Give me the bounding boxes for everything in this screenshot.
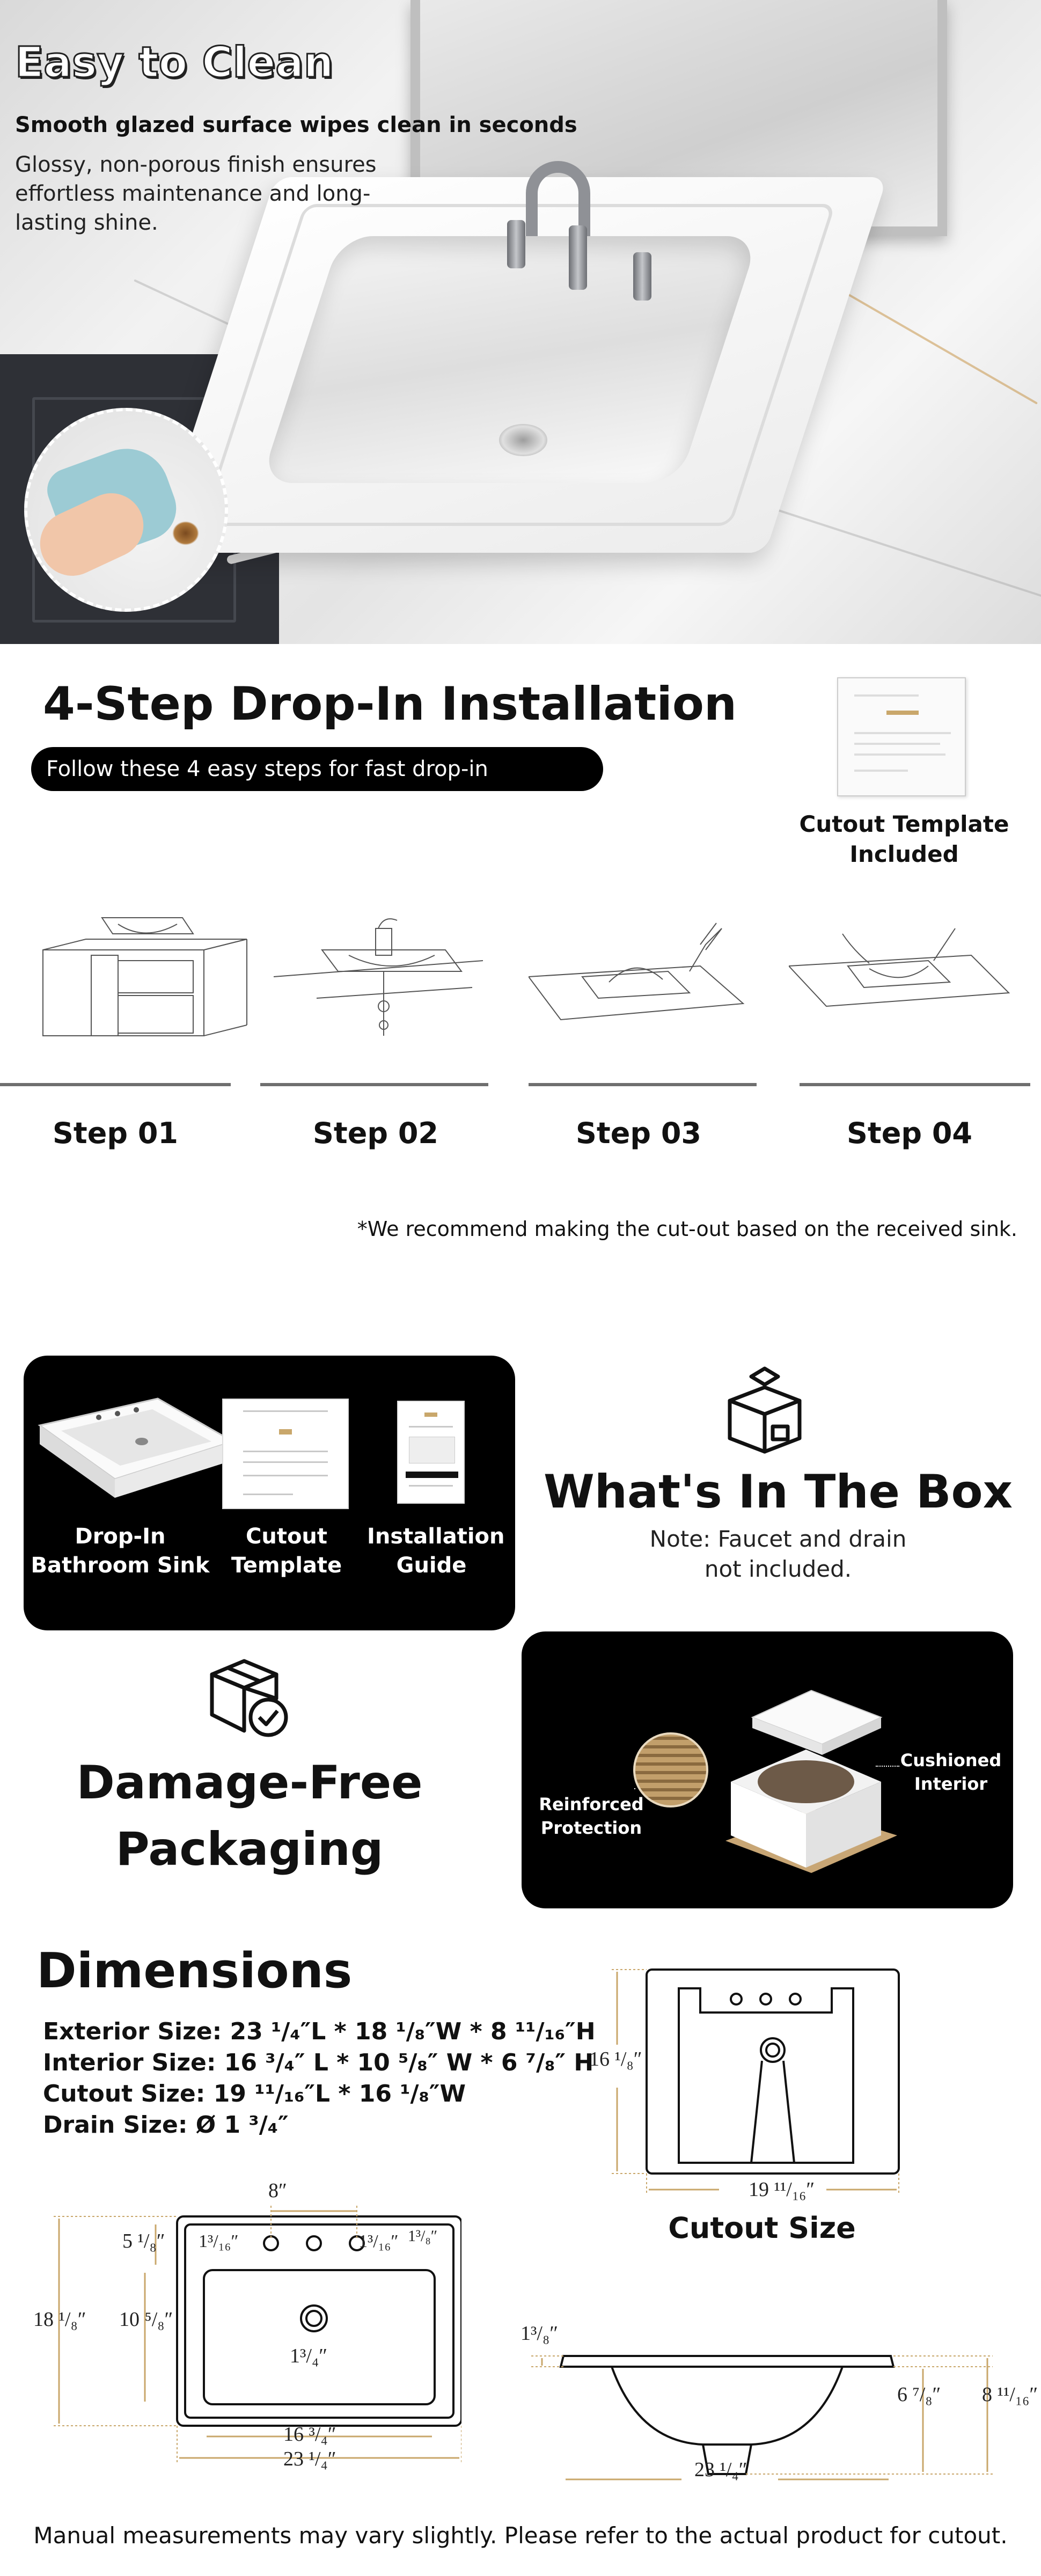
step-01-illustration: [32, 912, 258, 1041]
step-04-label: Step 04: [847, 1116, 972, 1150]
bowl-depth-label: 6 ⁷/₈″: [897, 2383, 941, 2406]
rim-thickness-label: 1³/₈″: [520, 2322, 559, 2345]
hero-title: Easy to Clean: [15, 39, 334, 87]
drain-size-label: 1³/₄″: [290, 2345, 328, 2367]
side-width-label: 23 ¹/₄″: [694, 2458, 747, 2481]
drain-icon: [499, 424, 547, 456]
packaging-title: Damage-Free Packaging: [76, 1756, 423, 1876]
installation-guide-image: [397, 1401, 465, 1504]
packaging-panel: [522, 1631, 1013, 1908]
hero-description: Glossy, non-porous finish ensures effortless maintenance and long-lasting shine.: [15, 152, 377, 235]
cutout-note: *We recommend making the cut-out based on the received sink.: [357, 1217, 1017, 1241]
box-item-template: Cutout Template: [231, 1524, 342, 1578]
install-title: 4-Step Drop-In Installation: [43, 677, 737, 731]
step-03-label: Step 03: [576, 1116, 701, 1150]
inner-height-label: 10 ⁵/₈″: [119, 2308, 173, 2331]
install-pill: Follow these 4 easy steps for fast drop-in installation: [31, 747, 603, 791]
spec-drain: Drain Size: Ø 1 ³/₄″: [43, 2111, 289, 2139]
cushioned-interior-callout: Cushioned Interior: [900, 1750, 1002, 1794]
step-03-illustration: [529, 912, 754, 1041]
hole-depth-label: 5 ¹/₈″: [122, 2230, 165, 2252]
hole-offset-right-label: 1³/₁₆″: [358, 2231, 399, 2251]
packaging-box-image: [704, 1685, 908, 1889]
step-02-illustration: [268, 912, 494, 1041]
box-title: What's In The Box: [543, 1465, 1013, 1519]
inner-width-label: 16 ³/₄″: [283, 2423, 336, 2446]
step-02-label: Step 02: [313, 1116, 438, 1150]
template-caption: Cutout Template Included: [799, 811, 1009, 867]
box-note: Note: Faucet and drain not included.: [649, 1526, 907, 1582]
spec-cutout: Cutout Size: 19 ¹¹/₁₆″L * 16 ¹/₈″W: [43, 2080, 466, 2107]
hero-subtitle: Smooth glazed surface wipes clean in seconds: [15, 113, 577, 137]
outer-height-label: 18 ¹/₈″: [33, 2308, 86, 2331]
reinforced-protection-callout: Reinforced Protection: [539, 1794, 644, 1838]
side-view-diagram: [499, 2308, 1036, 2490]
sink-product-image: [29, 1393, 238, 1506]
cutout-template-image: [837, 677, 966, 796]
box-item-sink: Drop-In Bathroom Sink: [31, 1524, 210, 1578]
step-04-illustration: [789, 912, 1014, 1041]
total-height-label: 8 ¹¹/₁₆″: [982, 2383, 1038, 2406]
footer-disclaimer: Manual measurements may vary slightly. Please refer to the actual product for cutout.: [33, 2522, 1008, 2549]
cutout-template-item-image: [222, 1399, 349, 1509]
faucet-spacing-label: 8″: [268, 2179, 287, 2202]
corner-label: 1³/₈″: [408, 2227, 438, 2245]
box-item-guide: Installation Guide: [367, 1524, 505, 1578]
cleaning-closeup: [24, 408, 228, 612]
cutout-diagram: [590, 1964, 901, 2200]
open-box-icon: [719, 1363, 810, 1454]
cutout-size-heading: Cutout Size: [668, 2211, 856, 2245]
outer-width-label: 23 ¹/₄″: [283, 2448, 336, 2470]
spec-interior: Interior Size: 16 ³/₄″ L * 10 ⁵/₈″ W * 6 ⁷/₈″ H: [43, 2049, 594, 2076]
box-contents-panel: [24, 1356, 515, 1630]
spec-exterior: Exterior Size: 23 ¹/₄″L * 18 ¹/₈″W * 8 ¹¹/₁₆″H: [43, 2018, 596, 2045]
cutout-width-label: 19 ¹¹/₁₆″: [749, 2178, 815, 2201]
hole-offset-left-label: 1³/₁₆″: [199, 2231, 239, 2251]
hero-section: [0, 0, 1041, 644]
dimensions-title: Dimensions: [36, 1943, 353, 1999]
package-check-icon: [207, 1653, 292, 1741]
step-01-label: Step 01: [53, 1116, 178, 1150]
cutout-height-label: 16 ¹/₈″: [589, 2048, 642, 2070]
faucet-image: [526, 161, 590, 236]
